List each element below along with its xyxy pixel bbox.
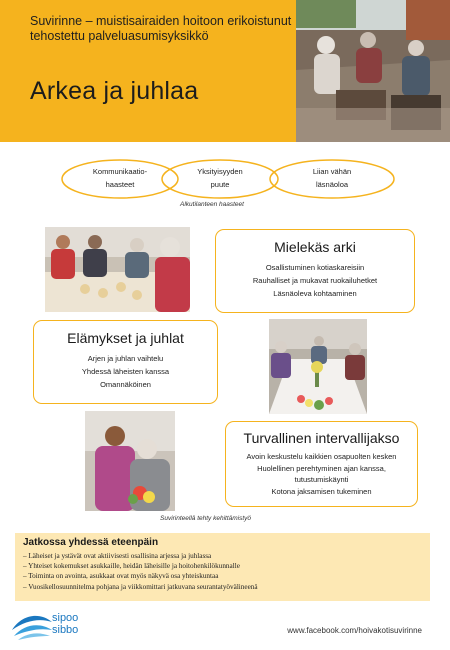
- card-item: Omannäköinen: [100, 380, 151, 389]
- challenges-caption: Alkutilanteen haasteet: [180, 201, 244, 208]
- card-item: Huolellinen perehtyminen ajan kanssa,: [257, 463, 386, 473]
- card-title: Elämykset ja juhlat: [67, 330, 184, 346]
- card-item: Avoin keskustelu kaikkien osapuolten kesken: [246, 452, 397, 461]
- challenge-label-1: Kommunikaatio- haasteet: [92, 167, 148, 189]
- challenge-label-3: Liian vähän läsnäoloa: [312, 167, 352, 189]
- photo-terrace: [296, 0, 450, 142]
- page-title: Arkea ja juhlaa: [30, 77, 199, 105]
- card-item: Arjen ja juhlan vaihtelu: [87, 354, 164, 363]
- future-item: – Vuosikellosuunnitelma pohjana ja viikkomittari jatkuvana seurantatyövälineenä: [23, 582, 258, 591]
- future-item: – Läheiset ja ystävät ovat aktiivisesti osallisina arjessa ja juhlassa: [23, 552, 212, 560]
- card-item: tutustumiskäynti: [294, 475, 349, 484]
- header-banner: [0, 0, 296, 142]
- card-experiences-celebrations: [33, 320, 218, 404]
- card-item: Rauhalliset ja mukavat ruokailuhetket: [252, 276, 378, 285]
- process-caption: Suvirinteellä tehty kehittämistyö: [160, 515, 252, 522]
- future-item: – Yhteiset kokemukset asukkaille, heidän läheisille ja hoitohenkilökunnalle: [23, 562, 240, 571]
- photo-dining-table: [269, 319, 367, 414]
- photo-caregiver: [85, 411, 175, 511]
- future-panel-title: Jatkossa yhdessä eteenpäin: [23, 537, 159, 548]
- future-panel: [15, 533, 430, 601]
- header-subtitle: Suvirinne – muistisairaiden hoitoon erikoistunut tehostettu palveluasumisyksikkö: [30, 14, 292, 43]
- card-item: Läsnäoleva kohtaaminen: [273, 289, 357, 298]
- card-item: Kotona jaksamisen tukeminen: [271, 486, 372, 496]
- card-title: Turvallinen intervallijakso: [243, 430, 400, 446]
- future-item: – Toiminta on avointa, asukkaat ovat myös näkyvä osa yhteiskuntaa: [23, 572, 219, 581]
- footer-url[interactable]: www.facebook.com/hoivakotisuvirinne: [287, 626, 422, 635]
- card-item: Yhdessä läheisten kanssa: [81, 367, 170, 376]
- photo-baking: [45, 227, 190, 312]
- logo-text: sipoo sibbo: [52, 612, 79, 636]
- card-safe-respite: [225, 421, 418, 507]
- card-title: Mielekäs arki: [274, 239, 356, 255]
- challenge-label-2: Yksityisyyden puute: [197, 167, 243, 189]
- card-item: Osallistuminen kotiaskareisiin: [265, 263, 365, 272]
- card-meaningful-everyday: [215, 229, 415, 313]
